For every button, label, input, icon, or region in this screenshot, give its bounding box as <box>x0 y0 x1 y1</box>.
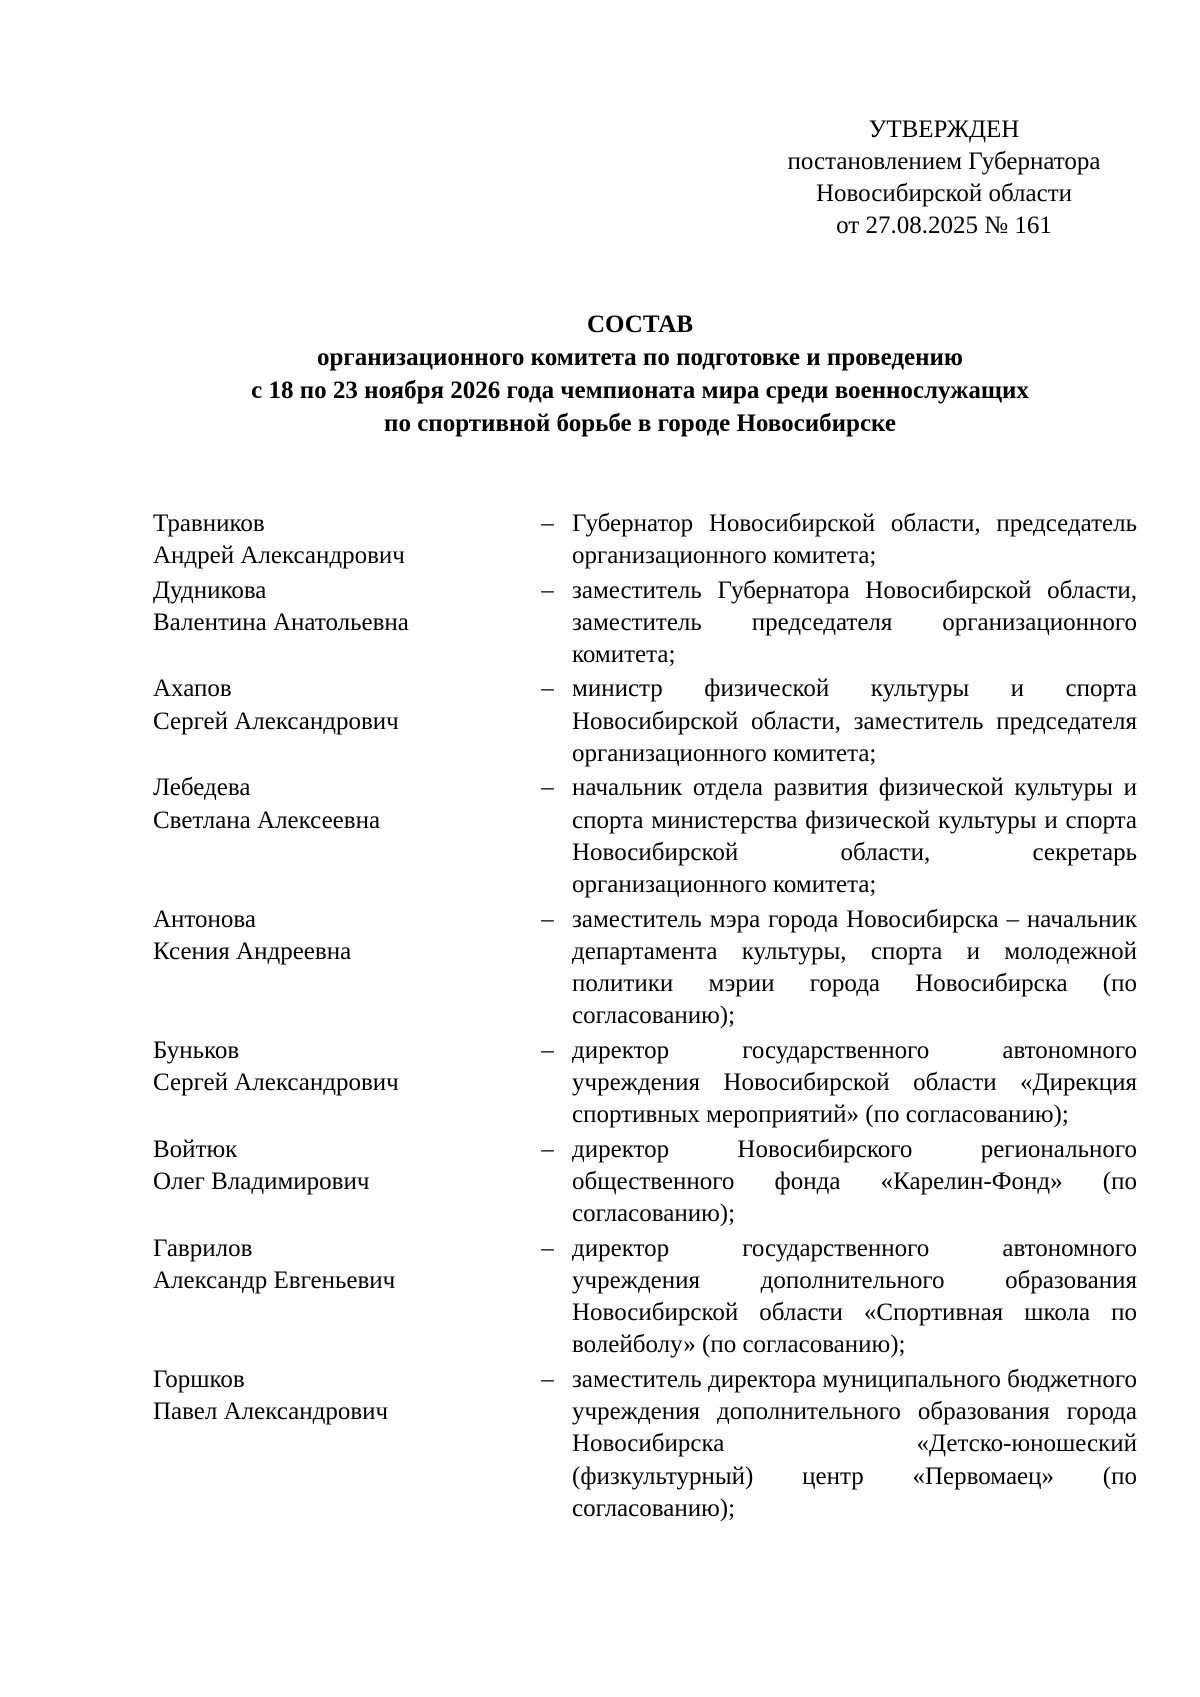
member-role: заместитель Губернатора Новосибирской области, заместитель председателя организационного комитета; <box>572 576 1137 669</box>
member-surname: Горшков <box>153 1365 245 1393</box>
member-given-names: Андрей Александрович <box>153 542 405 570</box>
member-dash: – <box>541 774 554 802</box>
member-row <box>153 508 1137 573</box>
member-row <box>153 904 1137 1033</box>
member-name <box>153 1134 523 1231</box>
member-row <box>153 1233 1137 1362</box>
title-heading: СОСТАВ <box>586 311 694 338</box>
member-role: директор Новосибирского регионального общественного фонда «Карелин-Фонд» (по согласованию); <box>572 1135 1137 1228</box>
title-subheading-3: по спортивной борьбе в городе Новосибирске <box>384 410 896 437</box>
member-row <box>153 1364 1137 1525</box>
approval-heading: УТВЕРЖДЕН <box>868 116 1020 143</box>
member-role: Губернатор Новосибирской области, председатель организационного комитета; <box>572 510 1137 570</box>
member-given-names: Валентина Анатольевна <box>153 608 409 636</box>
member-role: заместитель мэра города Новосибирска – начальник департамента культуры, спорта и молодежной политики мэрии города Новосибирска (по согласованию); <box>572 905 1137 1030</box>
members-list <box>153 508 1137 1527</box>
member-given-names: Светлана Алексеевна <box>153 806 381 834</box>
member-dash: – <box>541 905 554 933</box>
title-subheading-1: организационного комитета по подготовке и проведению <box>316 344 964 371</box>
member-given-names: Ксения Андреевна <box>153 937 352 965</box>
member-given-names: Павел Александрович <box>153 1398 389 1426</box>
member-surname: Травников <box>153 510 265 537</box>
member-role: начальник отдела развития физической культуры и спорта министерства физической культуры и спорта Новосибирской области, секретарь организационного комитета; <box>572 774 1137 899</box>
member-role: заместитель директора муниципального бюджетного учреждения дополнительного образования города Новосибирска «Детско-юношеский (физкультурный) центр «Первомаец» (по согласованию); <box>572 1365 1138 1522</box>
member-dash: – <box>541 576 554 604</box>
member-name <box>153 1364 523 1525</box>
member-given-names: Сергей Александрович <box>153 1069 399 1097</box>
member-name <box>153 508 523 573</box>
member-surname: Лебедева <box>153 774 251 802</box>
member-name <box>153 1233 523 1362</box>
member-row <box>153 1134 1137 1231</box>
member-surname: Войтюк <box>153 1135 238 1163</box>
member-row <box>153 673 1137 770</box>
member-surname: Дудникова <box>153 576 267 604</box>
member-given-names: Олег Владимирович <box>153 1167 370 1195</box>
member-given-names: Александр Евгеньевич <box>153 1266 396 1294</box>
approval-date-number: от 27.08.2025 № 161 <box>836 212 1052 239</box>
title-subheading-2: с 18 по 23 ноября 2026 года чемпионата мира среди военнослужащих <box>251 377 1029 404</box>
member-dash: – <box>541 1135 554 1163</box>
member-dash: – <box>541 675 554 703</box>
member-role: директор государственного автономного учреждения Новосибирской области «Дирекция спортивных мероприятий» (по согласованию); <box>572 1036 1137 1129</box>
member-name <box>153 673 523 770</box>
member-surname: Антонова <box>153 905 256 933</box>
member-dash: – <box>541 1365 554 1393</box>
member-name <box>153 904 523 1033</box>
member-dash: – <box>541 1234 554 1262</box>
member-row <box>153 1035 1137 1132</box>
document-title <box>140 308 1140 440</box>
member-row <box>153 575 1137 672</box>
member-role: министр физической культуры и спорта Новосибирской области, заместитель председателя организационного комитета; <box>572 675 1137 768</box>
approval-stamp <box>764 114 1124 242</box>
member-given-names: Сергей Александрович <box>153 707 399 735</box>
approval-region: Новосибирской области <box>815 180 1073 207</box>
member-surname: Ахапов <box>153 675 232 703</box>
member-surname: Буньков <box>153 1036 240 1064</box>
member-name <box>153 1035 523 1132</box>
member-surname: Гаврилов <box>153 1234 253 1262</box>
member-role: директор государственного автономного учреждения дополнительного образования Новосибирской области «Спортивная школа по волейболу» (по согласованию); <box>572 1234 1137 1359</box>
member-name <box>153 772 523 901</box>
approval-basis: постановлением Губернатора <box>787 148 1101 175</box>
member-name <box>153 575 523 672</box>
member-dash: – <box>541 1036 554 1064</box>
member-dash: – <box>541 510 554 537</box>
member-row <box>153 772 1137 901</box>
